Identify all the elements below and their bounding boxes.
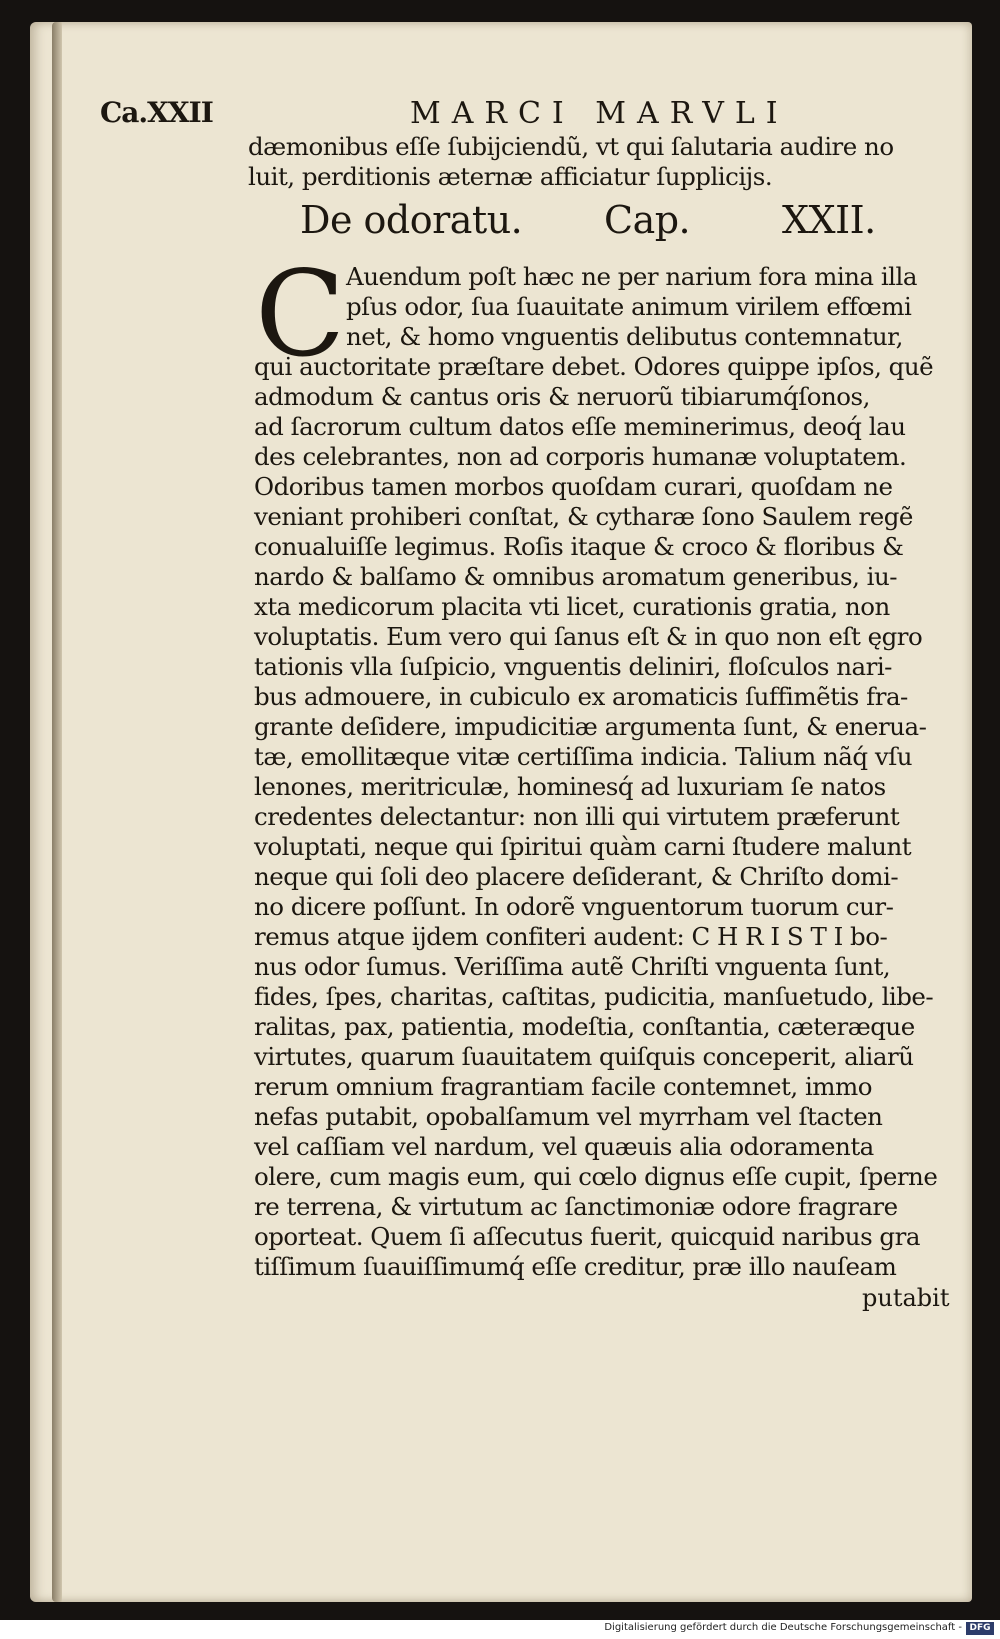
- body-line: Auendum poſt hæc ne per narium fora mina illa: [346, 262, 917, 291]
- running-head: MARCI MARVLI: [410, 96, 789, 131]
- chapter-number: XXII.: [782, 198, 876, 242]
- continuation-line: luit, perditionis æternæ afficiatur ſupplicijs.: [248, 162, 773, 191]
- body-line: voluptati, neque qui ſpiritui quàm carni ſtudere malunt: [254, 832, 912, 861]
- chapter-title: De odoratu.: [300, 198, 523, 242]
- body-line: xta medicorum placita vti licet, curationis gratia, non: [254, 592, 890, 621]
- funding-credit: Digitalisierung gefördert durch die Deutsche Forschungsgemeinschaft -: [604, 1622, 962, 1633]
- body-line: oporteat. Quem ſi aſſecutus fuerit, quicquid naribus gra: [254, 1222, 920, 1251]
- body-line: conualuiſſe legimus. Roſis itaque & croco & floribus &: [254, 532, 904, 561]
- body-line: credentes delectantur: non illi qui virtutem præferunt: [254, 802, 900, 831]
- body-line: virtutes, quarum ſuauitatem quiſquis conceperit, aliarũ: [254, 1042, 914, 1071]
- body-line: Odoribus tamen morbos quoſdam curari, quoſdam ne: [254, 472, 893, 501]
- body-line: vel caſſiam vel nardum, vel quæuis alia odoramenta: [254, 1132, 874, 1161]
- drop-cap-initial: C: [255, 245, 346, 383]
- body-line: tæ, emollitæque vitæ certiſſima indicia. Talium nãq́ vſu: [254, 742, 913, 771]
- body-line: rerum omnium fragrantiam facile contemnet, immo: [254, 1072, 873, 1101]
- body-line: neque qui ſoli deo placere deſiderant, & Chriſto domi-: [254, 862, 899, 891]
- body-line: tiſſimum ſuauiſſimumq́ eſſe creditur, præ illo nauſeam: [254, 1252, 897, 1281]
- chapter-cap-label: Cap.: [604, 198, 691, 242]
- body-line: nus odor ſumus. Veriſſima autẽ Chriſti vnguenta ſunt,: [254, 952, 891, 981]
- body-line: veniant prohiberi conſtat, & cytharæ ſono Saulem regẽ: [254, 502, 913, 531]
- body-line: ralitas, pax, patientia, modeſtia, conſtantia, cæteræque: [254, 1012, 915, 1041]
- body-line: fides, ſpes, charitas, caſtitas, pudicitia, manſuetudo, libe-: [254, 982, 934, 1011]
- body-line: des celebrantes, non ad corporis humanæ voluptatem.: [254, 442, 907, 471]
- body-line: ad ſacrorum cultum datos eſſe meminerimus, deoq́ lau: [254, 412, 906, 441]
- body-line: no dicere poſſunt. In odorẽ vnguentorum tuorum cur-: [254, 892, 894, 921]
- continuation-line: dæmonibus eſſe ſubijciendũ, vt qui ſalutaria audire no: [248, 132, 894, 161]
- body-line: lenones, meritriculæ, hominesq́ ad luxuriam ſe natos: [254, 772, 886, 801]
- body-line: voluptatis. Eum vero qui ſanus eſt & in quo non eſt ęgro: [254, 622, 923, 651]
- chapter-marker: Ca.XXII: [100, 96, 213, 129]
- body-line: remus atque ijdem confiteri audent: C H R I S T I bo-: [254, 922, 888, 951]
- body-line: pſus odor, ſua ſuauitate animum virilem effœmi: [346, 292, 912, 321]
- body-line: nefas putabit, opobalſamum vel myrrham vel ſtacten: [254, 1102, 883, 1131]
- body-line: grante deſidere, impudicitiæ argumenta ſunt, & enerua-: [254, 712, 927, 741]
- catchword: putabit: [862, 1284, 950, 1312]
- body-line: nardo & balſamo & omnibus aromatum generibus, iu-: [254, 562, 898, 591]
- body-line: tationis vlla ſuſpicio, vnguentis deliniri, floſculos nari-: [254, 652, 892, 681]
- body-line: re terrena, & virtutum ac ſanctimoniæ odore fragrare: [254, 1192, 898, 1221]
- body-line: bus admouere, in cubiculo ex aromaticis ſuffimẽtis fra-: [254, 682, 908, 711]
- body-line: admodum & cantus oris & neruorũ tibiarumq́ſonos,: [254, 382, 870, 411]
- body-line: qui auctoritate præſtare debet. Odores quippe ipſos, quẽ: [254, 352, 934, 381]
- dfg-logo: DFG: [966, 1622, 994, 1635]
- body-line: olere, cum magis eum, qui cœlo dignus eſſe cupit, ſperne: [254, 1162, 938, 1191]
- body-line: net, & homo vnguentis delibutus contemnatur,: [346, 322, 903, 351]
- page-gutter-edge: [52, 22, 62, 1602]
